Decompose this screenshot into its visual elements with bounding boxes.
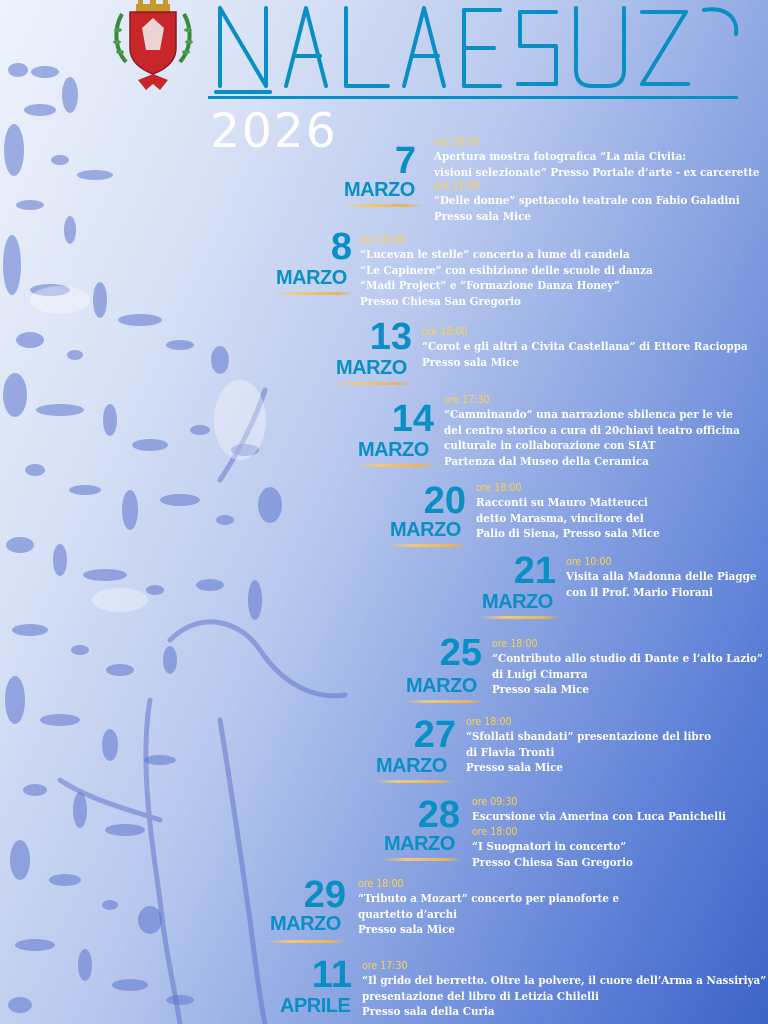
event-time: ore 18:00: [422, 326, 468, 338]
event-year: 2026: [210, 104, 338, 159]
event-time: ore 17:30: [444, 394, 490, 406]
event-description: Presso sala Mice: [422, 354, 519, 369]
event-description: Presso sala Mice: [492, 682, 589, 696]
event-slot: [358, 878, 619, 938]
event-month: MARZO: [384, 833, 455, 855]
event-description: “Lucevan le stelle” concerto a lume di candela: [360, 247, 630, 261]
event-description: visioni selezionate” Presso Portale d’arte - ex carcerette: [434, 164, 760, 179]
event-description: Presso sala Mice: [434, 208, 531, 223]
event-description: “Sfollati sbandati” presentazione del libro: [466, 729, 712, 743]
event-description: detto Marasma, vincitore del: [476, 510, 644, 525]
date-underline: [342, 204, 422, 207]
event-day: 20: [423, 480, 466, 522]
date-underline: [274, 292, 354, 295]
event-time: ore 17:30: [362, 960, 408, 972]
event-month: MARZO: [358, 439, 429, 461]
event-month: MARZO: [344, 179, 415, 201]
event-slot: [472, 796, 726, 825]
event-description: Partenza dal Museo della Ceramica: [444, 453, 649, 468]
date-underline: [404, 700, 484, 703]
event-time: ore 18:00: [492, 638, 538, 650]
event-day: 27: [413, 714, 456, 756]
date-underline: [266, 940, 346, 943]
event-slot: [434, 180, 740, 224]
event-description: del centro storico a cura di 20chiavi teatro officina: [444, 422, 740, 437]
event-month: MARZO: [482, 591, 553, 613]
event-description: “Madi Project” e “Formazione Danza Honey”: [360, 278, 620, 292]
event-day: 8: [330, 226, 352, 268]
event-day: 25: [439, 632, 482, 674]
event-day: 28: [417, 794, 460, 836]
event-description: presentazione del libro di Letizia Chilelli: [362, 988, 599, 1003]
event-description: con il Prof. Mario Fiorani: [566, 584, 713, 599]
event-time: ore 10:00: [566, 556, 612, 568]
event-time: ore 18:00: [434, 136, 480, 148]
event-slot: [434, 136, 760, 180]
event-month: MARZO: [376, 755, 447, 777]
event-description: quartetto d’archi: [358, 906, 458, 921]
date-underline: [480, 616, 560, 619]
event-description: “I Suognatori in concerto”: [472, 839, 627, 853]
event-time: ore 18:00: [472, 826, 518, 838]
event-description: Presso Chiesa San Gregorio: [360, 293, 521, 308]
event-time: ore 18:00: [358, 878, 404, 890]
event-description: culturale in collaborazione con SIAT: [444, 438, 656, 452]
municipal-crest-logo: [108, 0, 198, 98]
event-description: Presso sala Mice: [466, 760, 563, 774]
event-slot: [476, 482, 660, 542]
event-description: di Flavia Tronti: [466, 744, 555, 759]
event-time: ore 21:00: [434, 180, 480, 192]
event-month: MARZO: [390, 519, 461, 541]
event-slot: [566, 556, 756, 600]
event-description: di Luigi Cimarra: [492, 666, 588, 681]
event-description: Visita alla Madonna delle Piagge: [566, 569, 757, 583]
event-description: Racconti su Mauro Matteucci: [476, 495, 648, 509]
event-slot: [444, 394, 740, 469]
event-month: MARZO: [270, 913, 341, 935]
event-day: 11: [311, 954, 352, 996]
event-month: MARZO: [406, 675, 477, 697]
event-month: MARZO: [276, 267, 347, 289]
event-slot: [362, 960, 766, 1020]
date-underline: [356, 464, 436, 467]
event-description: Presso sala della Curia: [362, 1004, 495, 1018]
event-day: 29: [303, 874, 346, 916]
event-description: “Il grido del berretto. Oltre la polvere, il cuore dell’Arma a Nassiriya”: [362, 973, 767, 987]
event-description: “Le Capinere” con esibizione delle scuole di danza: [360, 262, 653, 277]
event-description: “Corot e gli altri a Civita Castellana” di Ettore Racioppa: [422, 339, 748, 353]
event-description: Apertura mostra fotografica “La mia Civita:: [434, 149, 687, 163]
event-slot: [472, 826, 633, 870]
event-day: 13: [369, 316, 412, 358]
date-underline: [334, 382, 414, 385]
date-underline: [388, 544, 468, 547]
event-description: Presso Chiesa San Gregorio: [472, 854, 633, 869]
event-month: MARZO: [336, 357, 407, 379]
event-slot: [466, 716, 711, 776]
event-time: ore 18:00: [466, 716, 512, 728]
date-underline: [382, 858, 462, 861]
event-day: 7: [394, 140, 416, 182]
event-description: “Contributo allo studio di Dante e l’alto Lazio”: [492, 651, 763, 665]
event-description: “Tributo a Mozart” concerto per pianoforte e: [358, 891, 620, 905]
event-title: [208, 0, 753, 105]
event-description: Escursione via Amerina con Luca Panichelli: [472, 809, 726, 823]
date-underline: [374, 780, 454, 783]
event-day: 21: [513, 550, 556, 592]
event-month: APRILE: [280, 995, 351, 1017]
event-day: 14: [391, 398, 434, 440]
event-description: Palio di Siena, Presso sala Mice: [476, 526, 660, 540]
event-time: ore 09:30: [472, 796, 518, 808]
event-description: “Camminando” una narrazione sbilenca per le vie: [444, 407, 733, 421]
event-slot: [492, 638, 763, 698]
event-time: ore 18:00: [476, 482, 522, 494]
event-slot: [360, 234, 653, 309]
event-description: “Delle donne” spettacolo teatrale con Fabio Galadini: [434, 193, 740, 207]
event-slot: [422, 326, 748, 370]
event-time: ore 18:00: [360, 234, 406, 246]
event-description: Presso sala Mice: [358, 922, 455, 936]
